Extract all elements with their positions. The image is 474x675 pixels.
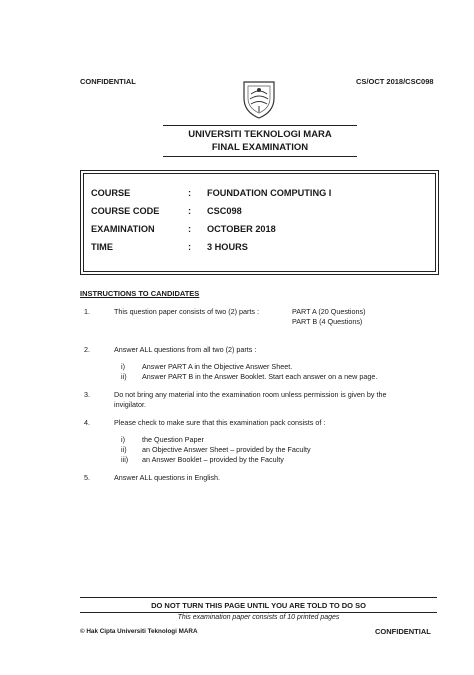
- course-sep: :: [188, 188, 192, 198]
- footer-top-rule: [80, 597, 437, 598]
- instruction-3-text-continued: invigilator.: [114, 400, 146, 409]
- instruction-4-sub-3-text: an Answer Booklet – provided by the Faculty: [142, 455, 284, 464]
- footer-page-count: This examination paper consists of 10 printed pages: [177, 614, 340, 621]
- instruction-2-text: Answer ALL questions from all two (2) parts :: [114, 345, 257, 354]
- time-label: TIME: [91, 242, 113, 252]
- course-label: COURSE: [91, 188, 131, 198]
- time-sep: :: [188, 242, 192, 252]
- course-code-value: CSC098: [207, 206, 242, 216]
- footer-copyright: © Hak Cipta Universiti Teknologi MARA: [80, 628, 198, 635]
- footer-middle-rule: [80, 612, 437, 613]
- course-code-sep: :: [188, 206, 192, 216]
- instruction-4-sub-3-number: iii): [121, 455, 129, 464]
- header-confidential: CONFIDENTIAL: [80, 77, 136, 86]
- instruction-4-text: Please check to make sure that this examination pack consists of :: [114, 418, 326, 427]
- instruction-3-number: 3.: [84, 390, 90, 399]
- examination-label: EXAMINATION: [91, 224, 155, 234]
- instruction-1-part-a: PART A (20 Questions): [292, 307, 366, 316]
- instruction-2-sub-1-number: i): [121, 362, 125, 371]
- time-value: 3 HOURS: [207, 242, 248, 252]
- instruction-4-sub-1-number: i): [121, 435, 125, 444]
- instruction-2-sub-2-text: Answer PART B in the Answer Booklet. Start each answer on a new page.: [142, 372, 378, 381]
- instruction-5-text: Answer ALL questions in English.: [114, 473, 221, 482]
- examination-value: OCTOBER 2018: [207, 224, 276, 234]
- instruction-4-sub-2-number: ii): [121, 445, 127, 454]
- instruction-1-text: This question paper consists of two (2) parts :: [114, 307, 260, 316]
- instruction-2-number: 2.: [84, 345, 90, 354]
- instruction-3-text: Do not bring any material into the examination room unless permission is given by the: [114, 390, 387, 399]
- course-code-label: COURSE CODE: [91, 206, 160, 216]
- instruction-2-sub-1-text: Answer PART A in the Objective Answer Sheet.: [142, 362, 293, 371]
- instruction-4-sub-1-text: the Question Paper: [142, 435, 204, 444]
- instruction-2-sub-2-number: ii): [121, 372, 127, 381]
- title-top-rule: [163, 125, 357, 126]
- instruction-4-sub-2-text: an Objective Answer Sheet – provided by the Faculty: [142, 445, 311, 454]
- instruction-1-number: 1.: [84, 307, 90, 316]
- instruction-1-part-b: PART B (4 Questions): [292, 317, 363, 326]
- university-crest-icon: [238, 76, 280, 120]
- instruction-5-number: 5.: [84, 473, 90, 482]
- footer-confidential: CONFIDENTIAL: [375, 627, 431, 636]
- university-name: UNIVERSITI TEKNOLOGI MARA: [188, 129, 332, 140]
- course-value: FOUNDATION COMPUTING I: [207, 188, 332, 198]
- examination-sep: :: [188, 224, 192, 234]
- footer-warning: DO NOT TURN THIS PAGE UNTIL YOU ARE TOLD TO DO SO: [151, 601, 366, 610]
- instructions-heading: INSTRUCTIONS TO CANDIDATES: [80, 289, 200, 298]
- header-course-reference: CS/OCT 2018/CSC098: [356, 77, 434, 86]
- instruction-4-number: 4.: [84, 418, 90, 427]
- title-bottom-rule: [163, 156, 357, 157]
- exam-title: FINAL EXAMINATION: [211, 142, 309, 153]
